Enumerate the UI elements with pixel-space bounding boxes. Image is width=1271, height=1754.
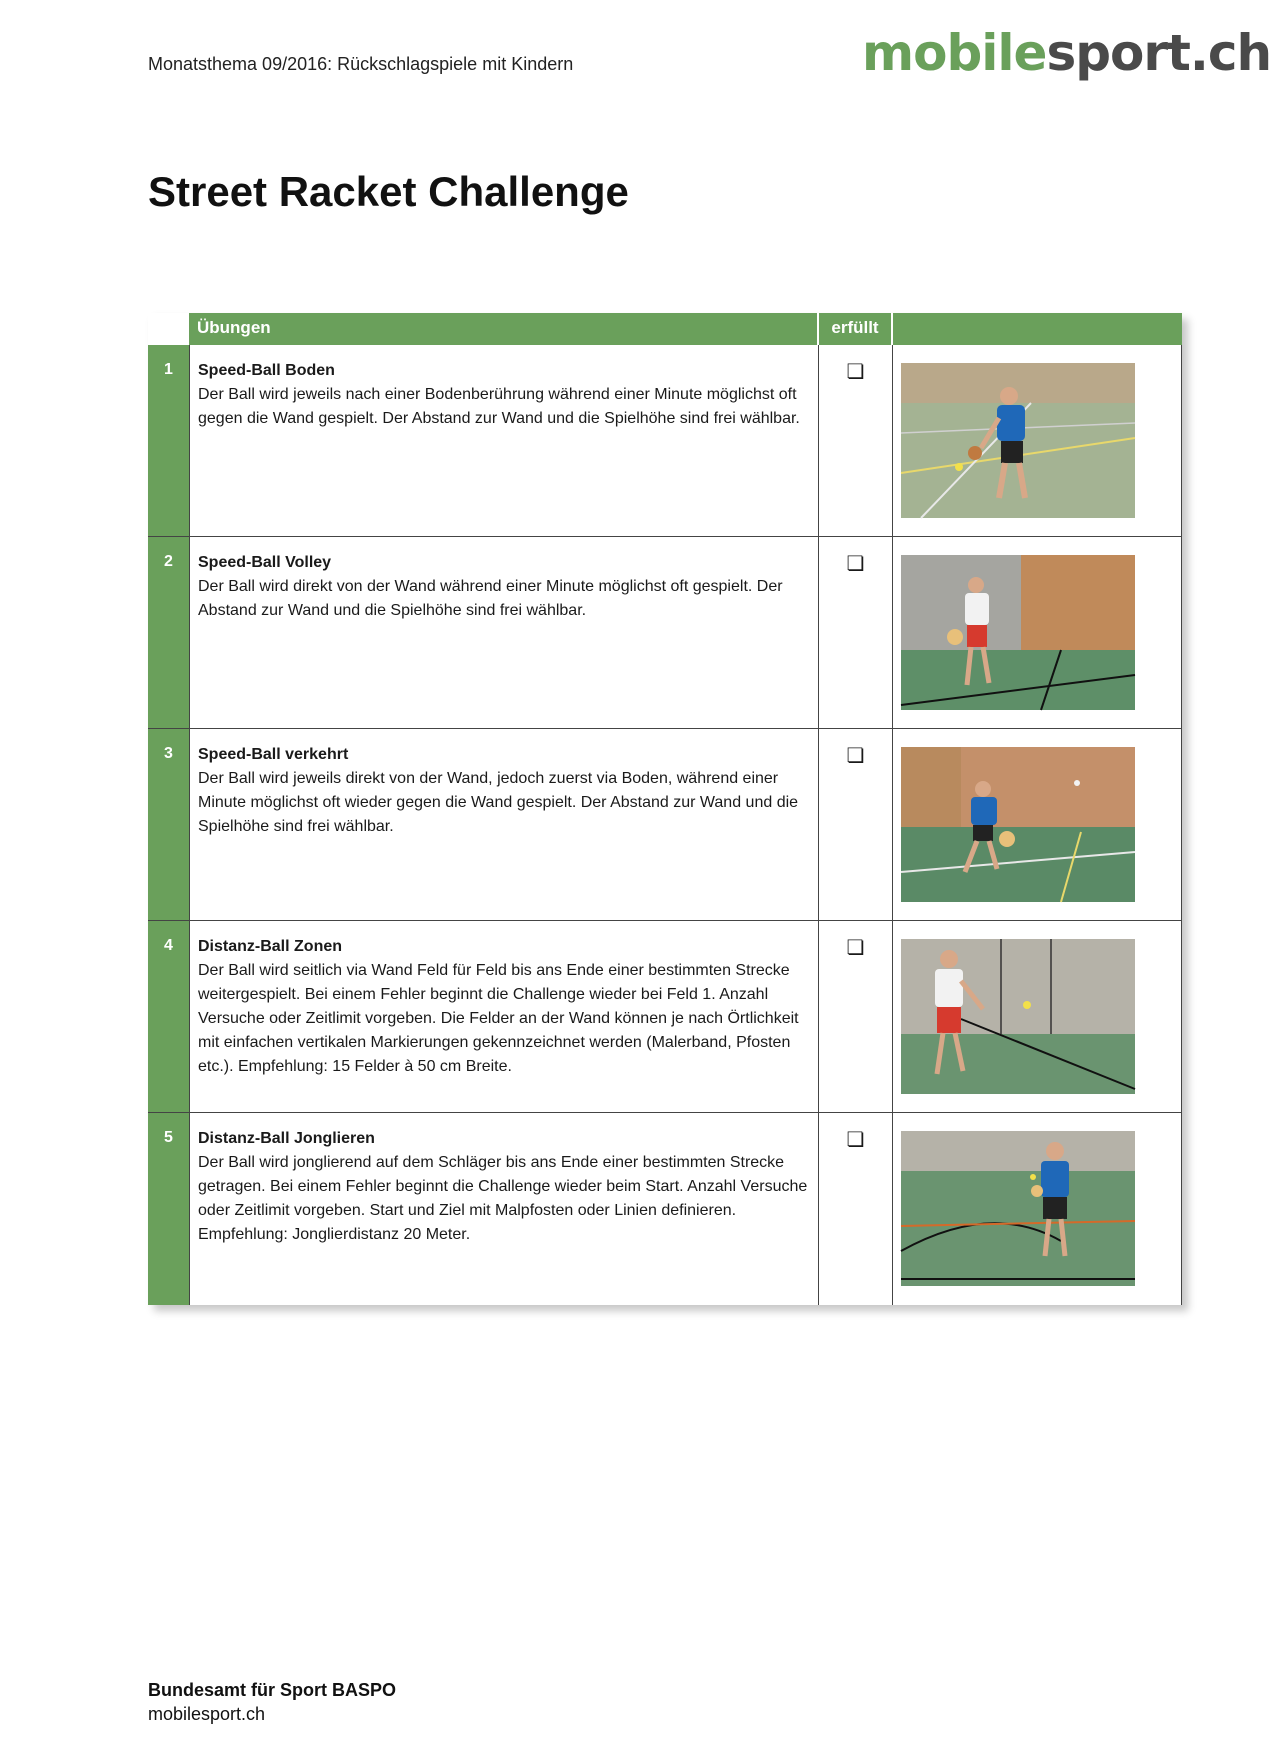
exercise-title: Speed-Ball Boden	[198, 362, 335, 379]
table-row	[148, 729, 1182, 921]
table-row	[148, 537, 1182, 729]
done-checkbox[interactable]: ❏	[819, 345, 893, 536]
exercise-text: Der Ball wird jeweils nach einer Bodenberührung während einer Minute möglichst oft gegen die Wand gespielt. Der Abstand zur Wand und die Spielhöhe sind frei wählbar.	[198, 386, 800, 427]
exercise-text: Der Ball wird jeweils direkt von der Wand, jedoch zuerst via Boden, während einer Minute möglichst oft wieder gegen die Wand gespielt. Der Abstand zur Wand und die Spielhöhe sind frei wählbar.	[198, 770, 799, 835]
exercise-title: Speed-Ball Volley	[198, 554, 332, 571]
done-checkbox[interactable]: ❏	[819, 729, 893, 920]
exercise-photo	[901, 1131, 1135, 1286]
logo-part-sport: sport.ch	[1046, 24, 1271, 82]
exercise-title: Distanz-Ball Zonen	[198, 938, 343, 955]
exercise-table	[148, 313, 1182, 1305]
row-number: 5	[148, 1113, 189, 1305]
page-title: Street Racket Challenge	[148, 168, 629, 215]
exercise-photo	[901, 363, 1135, 518]
header-exercises: Übungen	[189, 313, 819, 345]
mobilesport-logo	[862, 24, 1271, 82]
table-row	[148, 1113, 1182, 1305]
footer-url: mobilesport.ch	[148, 1704, 266, 1724]
header-subtitle: Monatsthema 09/2016: Rückschlagspiele mit Kindern	[148, 54, 574, 74]
row-number: 1	[148, 345, 189, 536]
footer-organization: Bundesamt für Sport BASPO	[148, 1680, 397, 1700]
exercise-title: Speed-Ball verkehrt	[198, 746, 349, 763]
row-number: 2	[148, 537, 189, 728]
exercise-photo	[901, 555, 1135, 710]
exercise-photo	[901, 939, 1135, 1094]
exercise-title: Distanz-Ball Jonglieren	[198, 1130, 375, 1147]
done-checkbox[interactable]: ❏	[819, 537, 893, 728]
exercise-description	[189, 921, 819, 1112]
done-checkbox[interactable]: ❏	[819, 1113, 893, 1305]
row-number: 4	[148, 921, 189, 1112]
exercise-text: Der Ball wird seitlich via Wand Feld für Feld bis ans Ende einer bestimmten Strecke weitergespielt. Bei einem Fehler beginnt die Challenge wieder bei Feld 1. Anzahl Versuche oder Zeitlimit vorgeben. Die Felder an der Wand können je nach Örtlichkeit mit einfachen vertikalen Markierungen gekennzeichnet werden (Malerband, Pfosten etc.). Empfehlung: 15 Felder à 50 cm Breite.	[198, 962, 799, 1075]
table-header	[148, 313, 1182, 345]
exercise-description	[189, 1113, 819, 1305]
logo-part-mobile: mobile	[862, 24, 1047, 82]
row-number: 3	[148, 729, 189, 920]
exercise-description	[189, 729, 819, 920]
exercise-text: Der Ball wird jonglierend auf dem Schläger bis ans Ende einer bestimmten Strecke getragen. Bei einem Fehler beginnt die Challenge wieder beim Start. Anzahl Versuche oder Zeitlimit vorgeben. Start und Ziel mit Malpfosten oder Linien definieren. Empfehlung: Jonglierdistanz 20 Meter.	[198, 1154, 808, 1243]
exercise-description	[189, 537, 819, 728]
exercise-description	[189, 345, 819, 536]
table-row	[148, 345, 1182, 537]
exercise-text: Der Ball wird direkt von der Wand während einer Minute möglichst oft gespielt. Der Abstand zur Wand und die Spielhöhe sind frei wählbar.	[198, 578, 783, 619]
exercise-photo	[901, 747, 1135, 902]
header-done: erfüllt	[819, 313, 893, 345]
table-row	[148, 921, 1182, 1113]
done-checkbox[interactable]: ❏	[819, 921, 893, 1112]
